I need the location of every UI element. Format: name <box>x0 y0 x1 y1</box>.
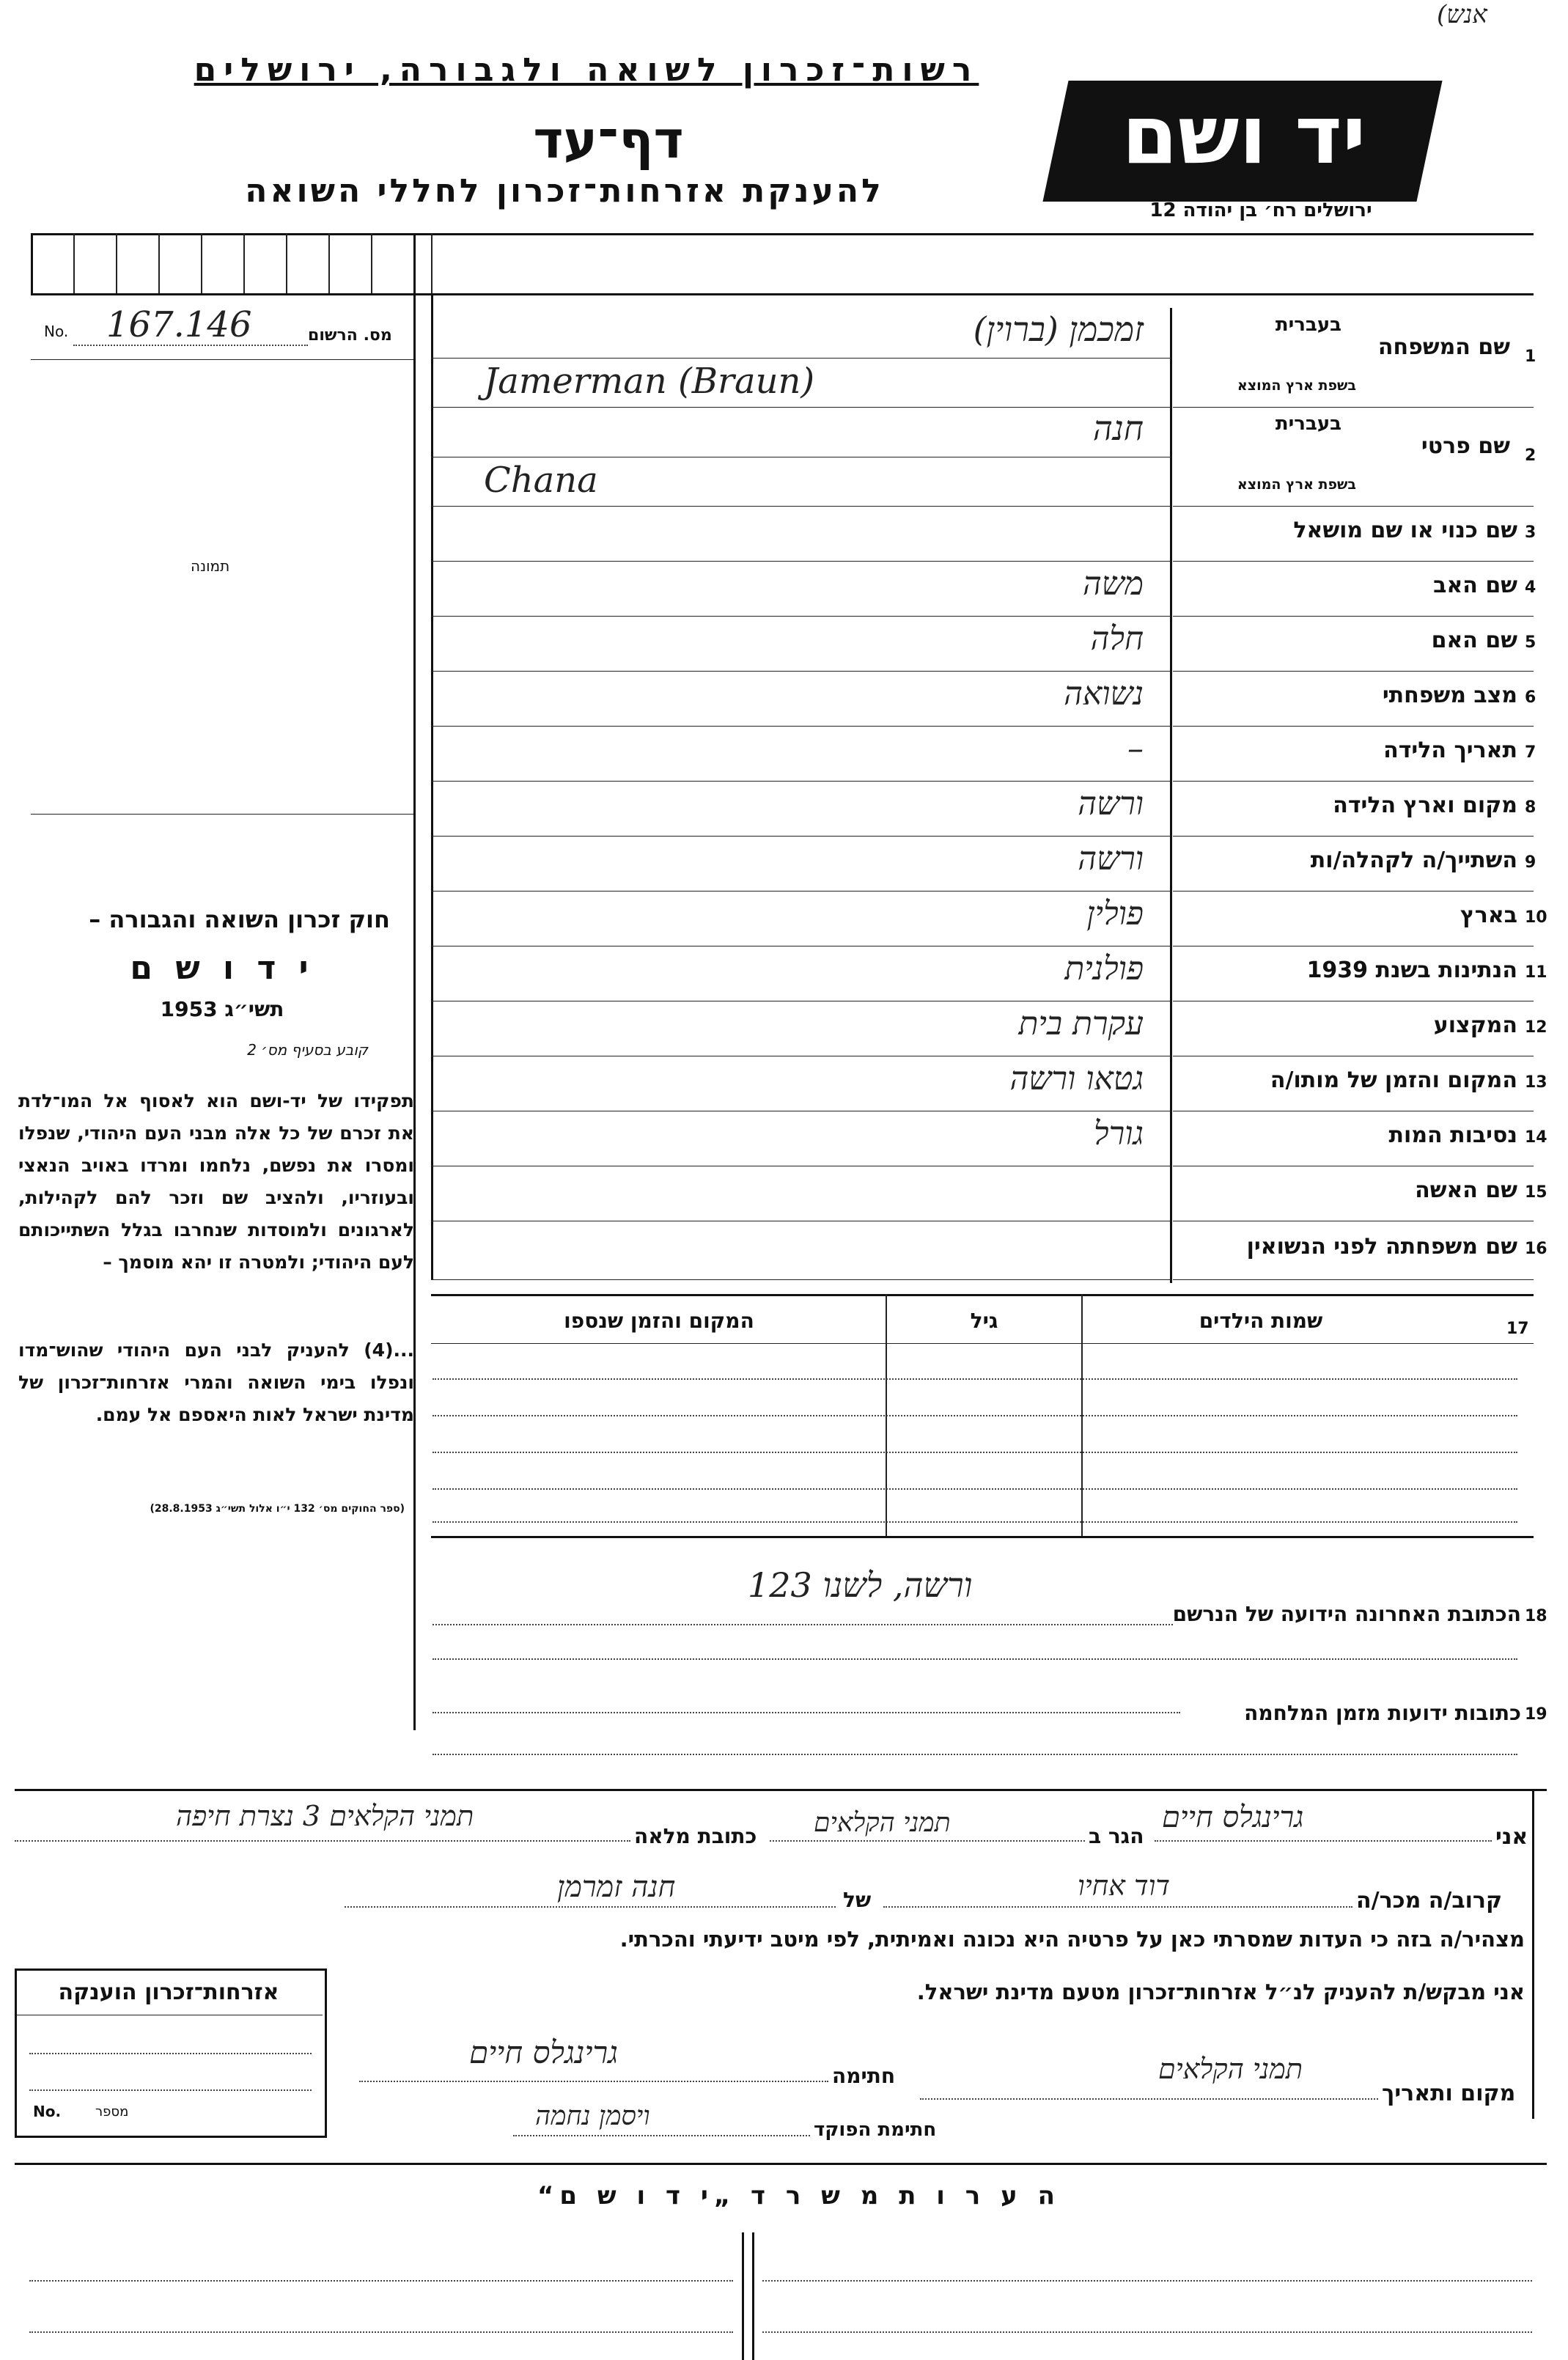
field-num: 12 <box>1525 1018 1547 1037</box>
law-paragraph-2: ...(4) להעניק לבני העם היהודי שהוש־מדו ונפלו בימי השואה והמרי אזרחות־זכרון של מדינת ישראל לאות היאספם אל עמם. <box>18 1339 414 1425</box>
field-value: ורשה <box>1078 839 1144 878</box>
field-label: נסיבות המות <box>1388 1122 1517 1148</box>
decl-ani: אני <box>1495 1824 1528 1850</box>
field-18-label: הכתובת האחרונה הידועה של הנרשם <box>1172 1602 1521 1626</box>
field-sub-hebrew: בעברית <box>1275 314 1341 336</box>
field-sub-origin: בשפת ארץ המוצא <box>1237 378 1356 394</box>
field-value: גטאו ורשה <box>1009 1059 1144 1098</box>
field-num: 3 <box>1525 523 1536 542</box>
last-address-value: ורשה, לשנו 123 <box>748 1565 973 1605</box>
citizenship-box-title: אזרחות־זכרון הוענקה <box>58 1979 279 2005</box>
signature-label: חתימה <box>832 2064 896 2088</box>
decl-relative-label: קרוב/ה מכר/ה <box>1356 1888 1503 1914</box>
law-year: תשי״ג 1953 <box>160 997 284 1021</box>
field-18-num: 18 <box>1525 1607 1547 1625</box>
field-value: משה <box>1082 565 1144 603</box>
field-num: 2 <box>1525 446 1536 465</box>
decl-full-address-label: כתובת מלאה <box>634 1824 757 1848</box>
reg-label: מס. הרשום <box>308 326 392 345</box>
field-label: שם האב <box>1433 572 1517 598</box>
field-num: 10 <box>1525 908 1547 927</box>
children-col-names: שמות הילדים <box>1199 1309 1323 1333</box>
field-value: – <box>1127 729 1144 768</box>
header-address: ירושלים רח׳ בן יהודה 12 <box>1149 199 1372 221</box>
field-sub-origin: בשפת ארץ המוצא <box>1237 477 1356 493</box>
field-label: שם פרטי <box>1421 433 1510 459</box>
field-num: 11 <box>1525 963 1547 982</box>
field-num: 9 <box>1525 853 1536 872</box>
field-value: גורל <box>1094 1114 1144 1153</box>
place-date-label: מקום ותאריך <box>1382 2081 1516 2106</box>
law-paragraph-1: תפקידו של יד-ושם הוא לאסוף אל המו־לדת את זכרם של כל אלה מבני העם היהודי, שנפלו ומסרו את נפשם, נלחמו ומרדו באויב הנאצי ובעוזריו, ולהציב שם וזכר להם לקהילות, לארגונים ולמוסדות שנחרבו בגלל השתייכותם לעם היהודי; ולמטרה זו יהא מוסמך – <box>18 1090 414 1273</box>
decl-relation: דוד אחיו <box>1078 1870 1171 1902</box>
field-19-num: 19 <box>1525 1705 1547 1724</box>
field-value: חלה <box>1090 620 1144 658</box>
law-clause: קובע בסעיף מס׳ 2 <box>247 1041 368 1059</box>
reg-number: 167.146 <box>106 304 252 345</box>
yad-vashem-logo <box>1042 81 1442 202</box>
field-value-latin: Chana <box>484 460 598 501</box>
field-num: 6 <box>1525 688 1536 707</box>
decl-request: אני מבקש/ת להעניק לנ״ל אזרחות־זכרון מטעם מדינת ישראל. <box>916 1979 1525 2004</box>
field-value-hebrew: חנה <box>1092 408 1144 448</box>
field-label: הנתינות בשנת 1939 <box>1306 957 1517 983</box>
decl-full-address: תמני הקלאים 3 נצרת חיפה <box>176 1800 474 1832</box>
field-label: השתייך/ה לקהלה/ות <box>1310 847 1517 873</box>
form-title: דף־עד <box>533 110 684 170</box>
field-value: ורשה <box>1078 784 1144 823</box>
field-value: פולנית <box>1064 949 1144 988</box>
children-col-age: גיל <box>970 1309 998 1333</box>
field-sub-hebrew: בעברית <box>1275 413 1341 435</box>
field-label: שם האשה <box>1415 1177 1517 1203</box>
children-col-place: המקום והזמן שנספו <box>564 1309 754 1333</box>
field-value-hebrew: זמכמן (ברוין) <box>973 309 1144 349</box>
field-label: שם כנוי או שם מושאל <box>1293 517 1517 543</box>
field-label: בארץ <box>1460 902 1517 928</box>
photo-label: תמונה <box>191 557 230 575</box>
signature-value: גרינגלס חיים <box>469 2034 619 2070</box>
field-label: המקום והזמן של מותו/ה <box>1270 1067 1517 1093</box>
form-subtitle: להענקת אזרחות־זכרון לחללי השואה <box>245 172 884 210</box>
field-num: 7 <box>1525 743 1536 762</box>
officer-label: חתימת הפוקד <box>814 2119 937 2141</box>
place-date-value: תמני הקלאים <box>1158 2053 1303 2085</box>
law-title: חוק זכרון השואה והגבורה – <box>89 905 390 933</box>
decl-resides-label: הגר ב <box>1089 1824 1144 1848</box>
decl-statement: מצהיר/ה בזה כי העדות שמסרתי כאן על פרטיה היא נכונה ואמיתית, לפי מיטב ידיעתי והכרתי. <box>619 1927 1525 1952</box>
field-num: 14 <box>1525 1128 1547 1147</box>
field-num: 13 <box>1525 1073 1547 1092</box>
field-num: 1 <box>1525 347 1536 366</box>
field-num: 8 <box>1525 798 1536 817</box>
field-num: 4 <box>1525 578 1536 597</box>
decl-name: גרינגלס חיים <box>1162 1801 1304 1834</box>
children-num: 17 <box>1506 1320 1529 1338</box>
citizenship-number-label: מספר <box>95 2104 129 2120</box>
law-citation: (ספר החוקים מס׳ 132 י״ו אלול תשי״ג 28.8.1953) <box>150 1503 405 1515</box>
field-label: מקום וארץ הלידה <box>1333 792 1517 818</box>
field-num: 16 <box>1525 1240 1547 1258</box>
citizenship-no-prefix: No. <box>33 2103 62 2120</box>
decl-of-name: חנה זמרמן <box>557 1870 676 1904</box>
field-value: נשואה <box>1064 674 1144 713</box>
authority-title: רשות־זכרון לשואה ולגבורה, ירושלים <box>194 51 979 89</box>
law-name: י ד ו ש ם <box>130 949 314 987</box>
field-label: שם האם <box>1431 627 1517 653</box>
reg-prefix: No. <box>44 323 69 340</box>
field-label: מצב משפחתי <box>1382 682 1517 708</box>
field-label: המקצוע <box>1433 1012 1517 1038</box>
field-label: שם המשפחה <box>1377 334 1510 360</box>
logo-text: יד ושם <box>1122 88 1366 182</box>
field-value-latin: Jamerman (Braun) <box>484 361 815 402</box>
corner-mark: (אנש <box>1437 0 1487 29</box>
field-label: שם משפחתה לפני הנשואין <box>1246 1234 1517 1260</box>
decl-of-label: של <box>843 1888 872 1912</box>
officer-signature: ויסמן נחמה <box>535 2101 650 2131</box>
field-label: תאריך הלידה <box>1383 737 1517 763</box>
field-value: עקרת בית <box>1018 1004 1144 1043</box>
field-value: פולין <box>1086 894 1144 933</box>
field-num: 15 <box>1525 1183 1547 1202</box>
office-notes-title: ה ע ר ו ת מ ש ר ד „י ד ו ש ם“ <box>537 2181 1061 2210</box>
field-19-label: כתובות ידועות מזמן המלחמה <box>1244 1701 1521 1725</box>
field-num: 5 <box>1525 633 1536 652</box>
decl-city: תמני הקלאים <box>814 1808 951 1838</box>
